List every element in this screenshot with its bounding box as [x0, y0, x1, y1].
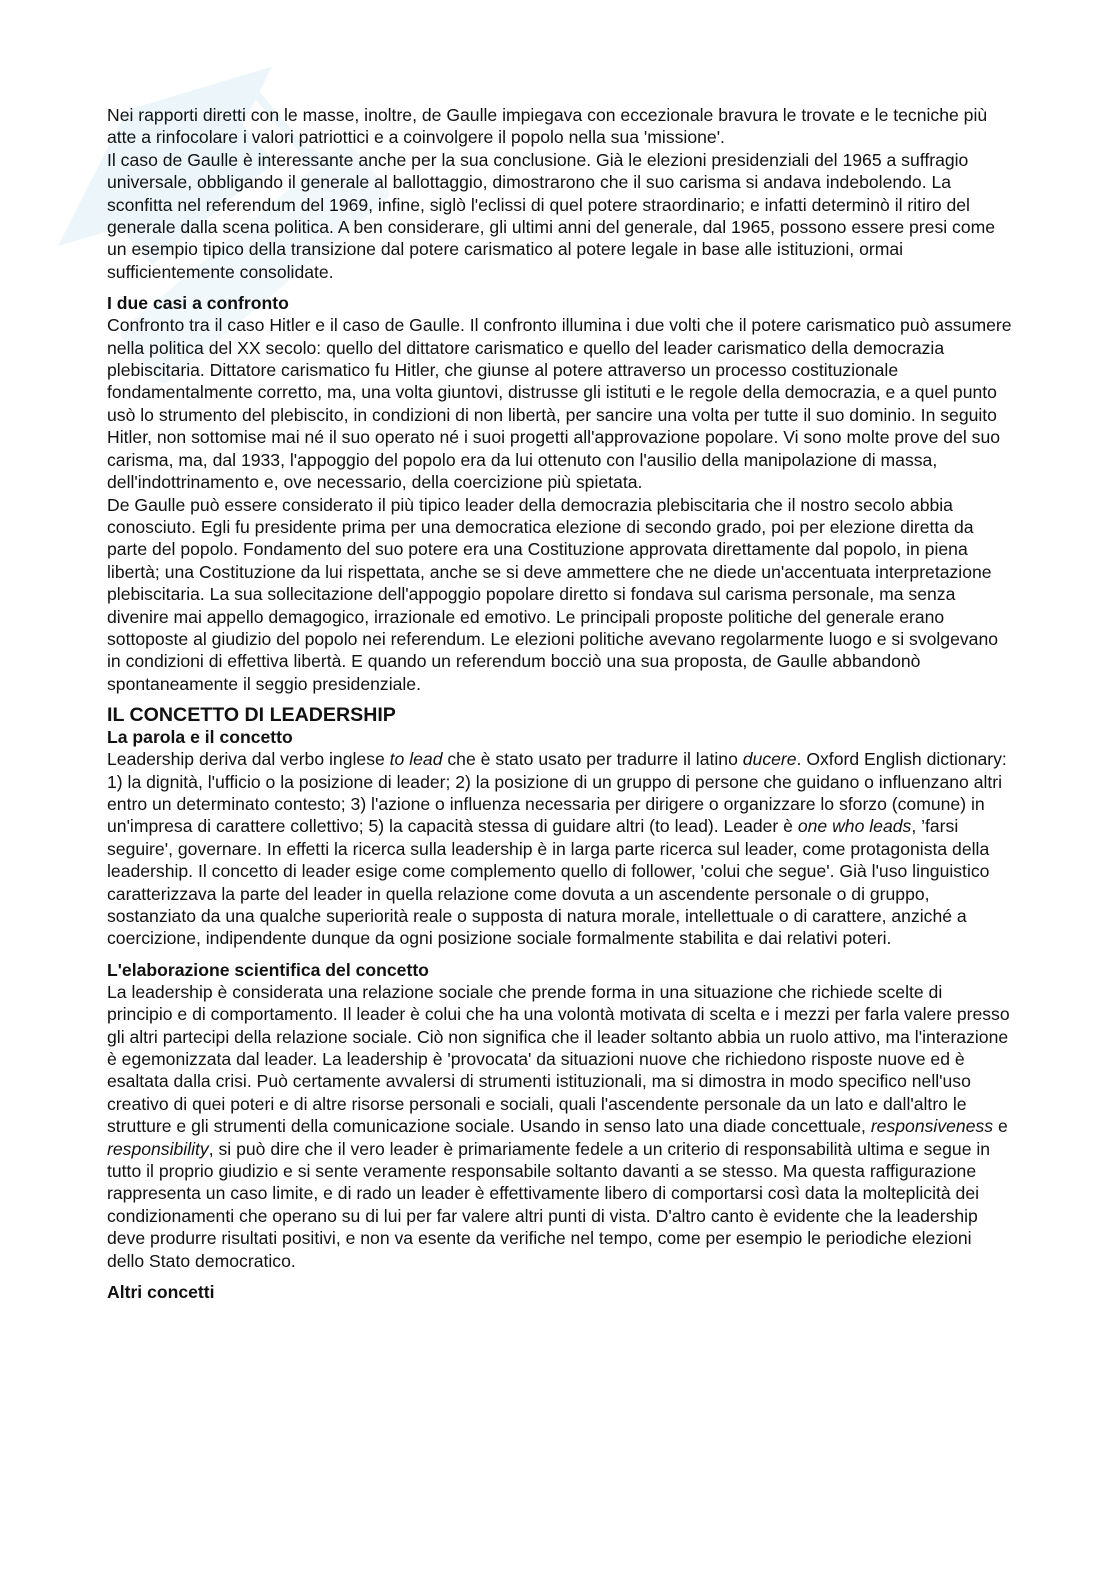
- heading-altri-concetti: Altri concetti: [107, 1282, 215, 1303]
- paragraph-confronto-2: De Gaulle può essere considerato il più tipico leader della democrazia plebiscitaria che il nostro secolo abbia conosciuto. Egli fu presidente prima per una democratica elezione di secondo grado, poi per elezione diretta da parte del popolo. Fondamento del suo potere era una Costituzione approvata direttamente dal popolo, in piena libertà; una Costituzione da lui rispettata, anche se si deve ammettere che ne diede un'accentuata interpretazione plebiscitaria. La sua sollecitazione dell'appoggio popolare diretto si fondava sul carisma personale, ma senza divenire mai appello demagogico, irrazionale ed emotivo. Le principali proposte politiche del generale erano sottoposte al giudizio del popolo nei referendum. Le elezioni politiche avevano regolarmente luogo e si svolgevano in condizioni di effettiva libertà. E quando un referendum bocciò una sua proposta, de Gaulle abbandonò spontaneamente il seggio presidenziale.: [107, 494, 999, 694]
- paragraph-intro-1: Nei rapporti diretti con le masse, inoltre, de Gaulle impiegava con eccezionale bravura le trovate e le tecniche più atte a rinfocolare i valori patriottici e a coinvolgere il popolo nella sua 'missione'.: [107, 105, 988, 148]
- paragraph-intro-2: Il caso de Gaulle è interessante anche per la sua conclusione. Già le elezioni presidenziali del 1965 a suffragio universale, obbligando il generale al ballottaggio, dimostrarono che il suo carisma si andava indebolendo. La sconfitta nel referendum del 1969, infine, siglò l'eclissi di quel potere straordinario; e infatti determinò il ritiro del generale dalla scena politica. A ben considerare, gli ultimi anni del generale, dal 1965, possono essere presi come un esempio tipico della transizione dal potere carismatico al potere legale in base alle istituzioni, ormai sufficientemente consolidate.: [107, 149, 996, 282]
- paragraph-elaborazione: La leadership è considerata una relazione sociale che prende forma in una situazione che richiede scelte di principio e di comportamento. Il leader è colui che ha una volontà motivata di scelta e i mezzi per farla valere presso gli altri partecipi della relazione sociale. Ciò non significa che il leader soltanto abbia un ruolo attivo, ma l'interazione è egemonizzata dal leader. La leadership è 'provocata' da situazioni nuove che richiedono risposte nuove ed è esaltata dalla crisi. Può certamente avvalersi di strumenti istituzionali, ma si dimostra in modo specifico nell'uso creativo di quei poteri e di altre risorse personali e sociali, quali l'ascendente personale da un lato e dall'altro le strutture e gli strumenti della comunicazione sociale. Usando in senso lato una diade concettuale, responsiveness e responsibility, si può dire che il vero leader è primariamente fedele a un criterio di responsabilità ultima e segue in tutto il proprio giudizio e si sente veramente responsabile soltanto davanti a se stesso. Ma questa raffigurazione rappresenta un caso limite, e di rado un leader è effettivamente libero di comportarsi così data la molteplicità dei condizionamenti che operano su di lui per far valere altri punti di vista. D'altro canto è evidente che la leadership deve produrre risultati positivi, e non va esente da verifiche nel tempo, come per esempio le periodiche elezioni dello Stato democratico.: [107, 981, 1010, 1271]
- paragraph-parola-concetto: Leadership deriva dal verbo inglese to lead che è stato usato per tradurre il latino ducere. Oxford English dictionary: 1) la dignità, l'ufficio o la posizione di leader; 2) la posizione di un gruppo di persone che guidano o influenzano altri entro un determinato contesto; 3) l'azione o influenza necessaria per dirigere o organizzare lo sforzo (comune) in un'impresa di carattere collettivo; 5) la capacità stessa di guidare altri (to lead). Leader è one who leads, ’farsi seguire', governare. In effetti la ricerca sulla leadership è in larga parte ricerca sul leader, come protagonista della leadership. Il concetto di leader esige come complemento quello di follower, 'colui che segue'. Già l'uso linguistico caratterizzava la parte del leader in quella relazione come dovuta a un ascendente personale o di gruppo, sostanziato da una qualche superiorità reale o supposta di natura morale, intellettuale o di carattere, anziché a coercizione, indipendente dunque da ogni posizione sociale formalmente stabilita e dai relativi poteri.: [107, 749, 1007, 949]
- heading-parola-concetto: La parola e il concetto: [107, 727, 293, 748]
- heading-due-casi: I due casi a confronto: [107, 293, 289, 314]
- paragraph-confronto-1: Confronto tra il caso Hitler e il caso de Gaulle. Il confronto illumina i due volti che il potere carismatico può assumere nella politica del XX secolo: quello del dittatore carismatico e quello del leader carismatico della democrazia plebiscitaria. Dittatore carismatico fu Hitler, che giunse al potere attraverso un processo costituzionale fondamentalmente corretto, ma, una volta giuntovi, distrusse gli istituti e le regole della democrazia, e a quel punto usò lo strumento del plebiscito, in condizioni di non libertà, per sancire una volta per tutte il suo dominio. In seguito Hitler, non sottomise mai né il suo operato né i suoi progetti all'approvazione popolare. Vi sono molte prove del suo carisma, ma, dal 1933, l'appoggio del popolo era da lui ottenuto con l'ausilio della manipolazione di massa, dell'indottrinamento e, ove necessario, della coercizione più spietata.: [107, 315, 1012, 493]
- document-body: [107, 104, 1012, 1303]
- heading-concetto-leadership: IL CONCETTO DI LEADERSHIP: [107, 704, 396, 727]
- heading-elaborazione: L'elaborazione scientifica del concetto: [107, 959, 429, 980]
